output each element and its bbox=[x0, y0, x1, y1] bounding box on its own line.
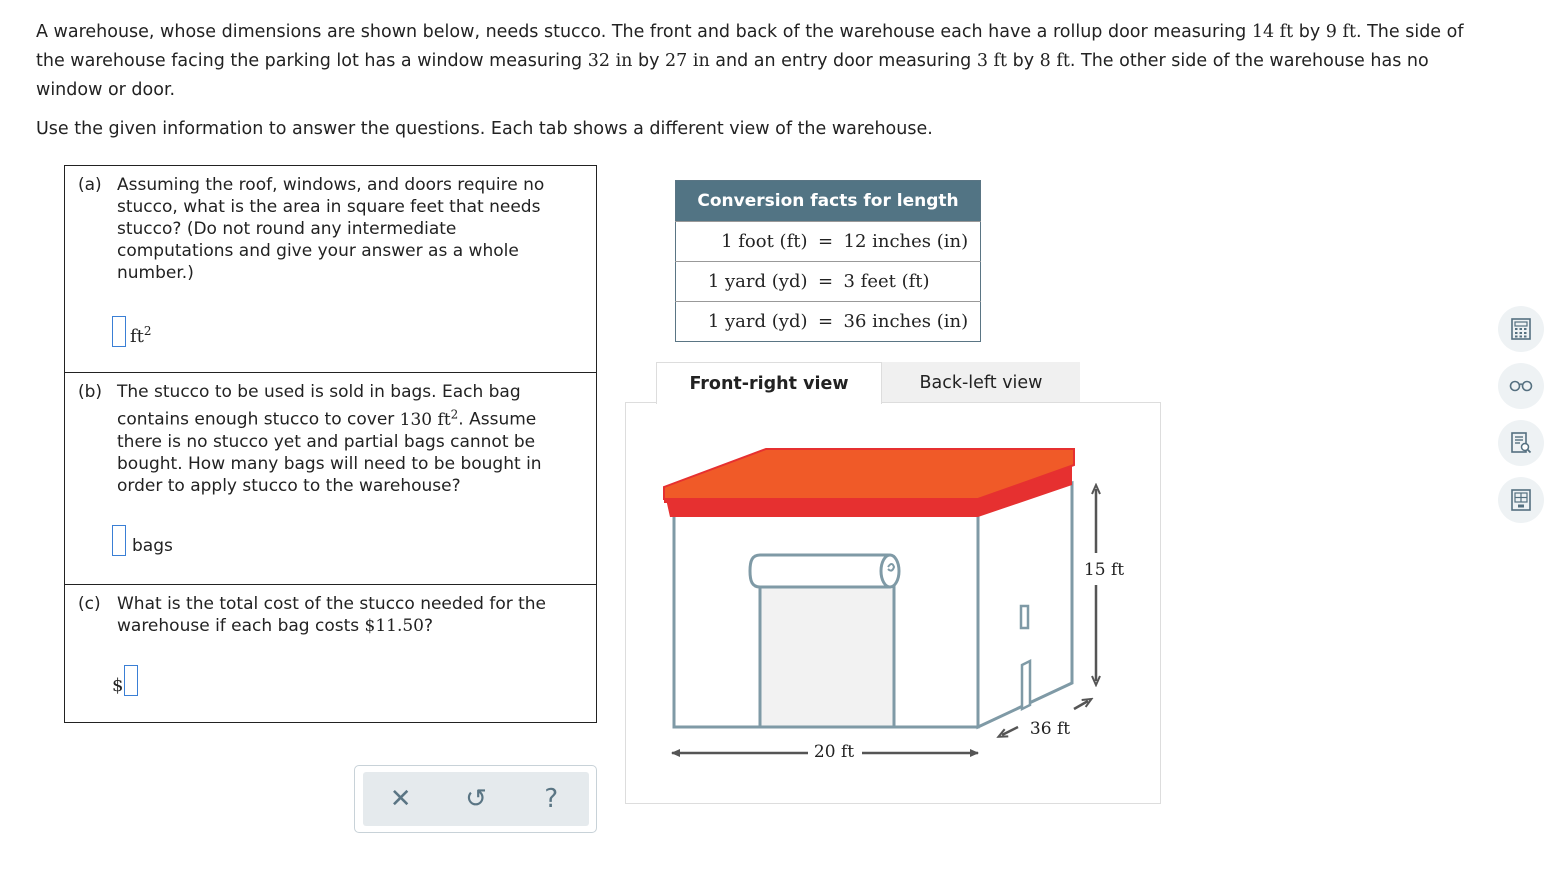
question-b-label: (b) bbox=[78, 382, 103, 402]
answer-a-unit: $ft^2$ bbox=[130, 324, 152, 347]
tool-sidebar bbox=[1498, 306, 1544, 534]
depth-arrow-left bbox=[1002, 727, 1018, 735]
question-a bbox=[65, 166, 596, 373]
glasses-icon[interactable] bbox=[1498, 363, 1544, 409]
tab-front-right-view[interactable]: Front-right view bbox=[656, 362, 882, 404]
answer-b-row bbox=[112, 525, 173, 556]
conversion-title: Conversion facts for length bbox=[676, 181, 981, 222]
answer-a-row bbox=[112, 316, 152, 347]
rollup-door bbox=[760, 583, 894, 727]
depth-label: 36 ft bbox=[1029, 719, 1071, 739]
intro-paragraph-1: A warehouse, whose dimensions are shown below, needs stucco. The front and back of the warehouse each have a rollup door measuring 14 ft by 9 ft. The side of the warehouse facing the parking lot has a window measuring 32 in by 27 in and an entry door measuring 3 ft by 8 ft. The other side of the warehouse has no window or door. bbox=[36, 22, 1464, 100]
question-a-text: Assuming the roof, windows, and doors require no stucco, what is the area in square feet that needs stucco? (Do not round any intermediate computations and give your answer as a whole number.) bbox=[117, 175, 545, 283]
clear-button[interactable]: ✕ bbox=[389, 784, 412, 814]
conversion-row: 1 yard (yd) = 3 feet (ft) bbox=[676, 262, 981, 302]
height-label: 15 ft bbox=[1083, 560, 1125, 580]
warehouse-diagram-panel bbox=[625, 402, 1161, 804]
conversion-table bbox=[675, 180, 981, 342]
answer-b-input[interactable] bbox=[112, 525, 126, 556]
questions-panel bbox=[64, 165, 597, 723]
answer-c-prefix: $ bbox=[112, 675, 124, 696]
width-label: 20 ft bbox=[813, 742, 855, 762]
tab-back-left-view[interactable]: Back-left view bbox=[882, 362, 1080, 403]
door-roll bbox=[750, 555, 896, 587]
question-c-label: (c) bbox=[78, 594, 101, 614]
warehouse-diagram bbox=[626, 403, 1162, 805]
help-button[interactable]: ? bbox=[544, 784, 559, 814]
answer-a-input[interactable] bbox=[112, 316, 126, 347]
question-c bbox=[65, 585, 596, 722]
undo-button[interactable]: ↺ bbox=[465, 784, 487, 814]
reference-icon[interactable] bbox=[1498, 420, 1544, 466]
question-b bbox=[65, 373, 596, 585]
answer-c-row bbox=[112, 665, 138, 696]
conversion-row: 1 yard (yd) = 36 inches (in) bbox=[676, 302, 981, 342]
question-c-text: What is the total cost of the stucco needed for the warehouse if each bag costs $11.50? bbox=[117, 594, 547, 636]
periodic-table-icon[interactable] bbox=[1498, 477, 1544, 523]
question-a-label: (a) bbox=[78, 175, 102, 195]
action-bar bbox=[354, 765, 597, 833]
view-tabs bbox=[656, 362, 1080, 404]
answer-b-unit: bags bbox=[132, 536, 173, 556]
side-window bbox=[1021, 606, 1028, 628]
problem-statement bbox=[36, 18, 1476, 144]
question-b-text: The stucco to be used is sold in bags. Each bag contains enough stucco to cover 130 $ft^2$. Assume there is no stucco yet and partial bags cannot be bought. How many bags will need to be bought in order to apply stucco to the warehouse? bbox=[117, 382, 542, 496]
entry-door bbox=[1022, 661, 1030, 709]
calculator-icon[interactable] bbox=[1498, 306, 1544, 352]
depth-arrow-right bbox=[1074, 701, 1088, 709]
intro-paragraph-2: Use the given information to answer the questions. Each tab shows a different view of the warehouse. bbox=[36, 119, 933, 139]
conversion-row: 1 foot (ft) = 12 inches (in) bbox=[676, 222, 981, 262]
answer-c-input[interactable] bbox=[124, 665, 138, 696]
